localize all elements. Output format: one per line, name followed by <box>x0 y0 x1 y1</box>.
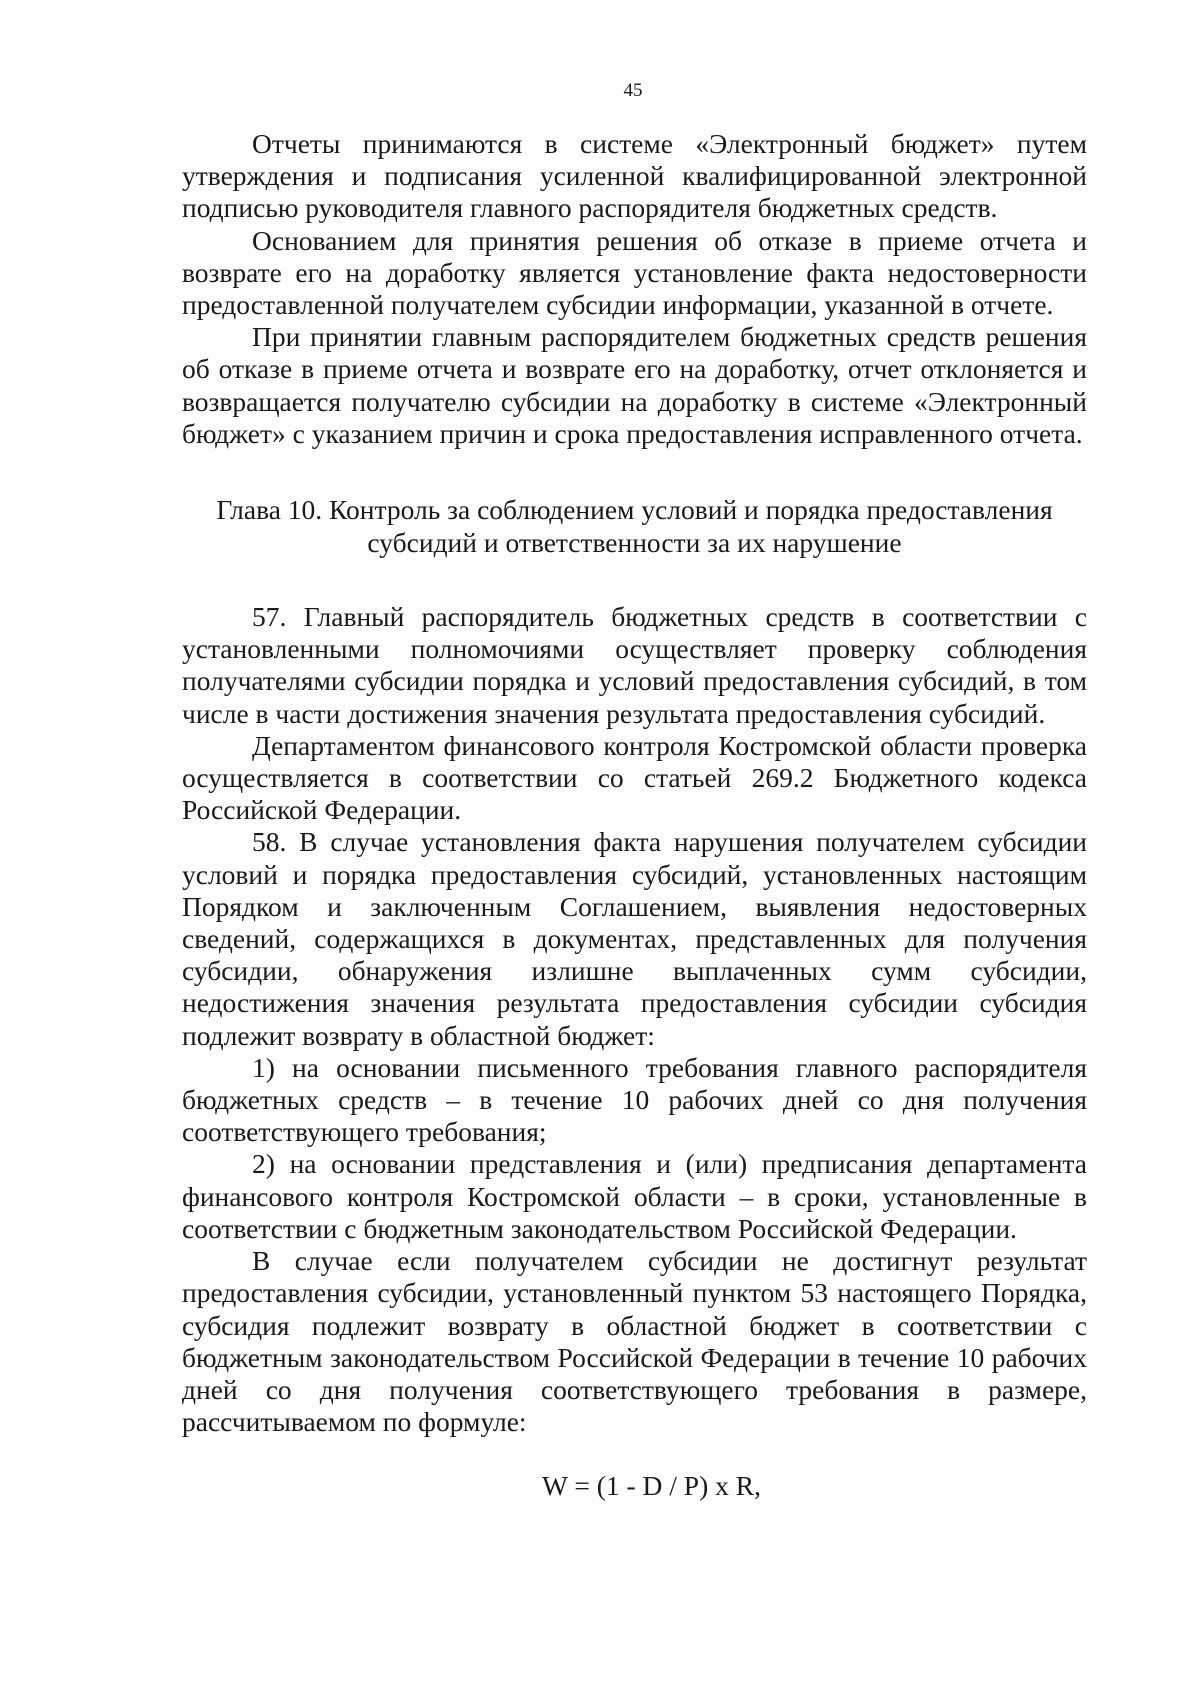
document-body <box>182 128 1087 1503</box>
chapter-heading-line-2: субсидий и ответственности за их нарушение <box>367 527 902 559</box>
paragraph-rejection-grounds: Основанием для принятия решения об отказе в приеме отчета и возврате его на доработку является установление факта недостоверности предоставленной получателем субсидии информации, указанной в отчете. <box>182 224 1087 321</box>
paragraph-57: 57. Главный распорядитель бюджетных средств в соответствии с установленными полномочиями осуществляет проверку соблюдения получателями субсидии порядка и условий предоставления субсидий, в том числе в части достижения значения результата предоставления субсидий. <box>182 601 1087 729</box>
paragraph-58-item-2: 2) на основании представления и (или) предписания департамента финансового контроля Костромской области – в сроки, установленные в соответствии с бюджетным законодательством Российской Федерации. <box>182 1148 1087 1244</box>
paragraph-report-returned: При принятии главным распорядителем бюджетных средств решения об отказе в приеме отчета и возврате его на доработку, отчет отклоняется и возвращается получателю субсидии на доработку в системе «Электронный бюджет» с указанием причин и срока предоставления исправленного отчета. <box>182 321 1087 449</box>
paragraph-result-not-achieved: В случае если получателем субсидии не достигнут результат предоставления субсидии, установленный пунктом 53 настоящего Порядка, субсидия подлежит возврату в областной бюджет в соответствии с бюджетным законодательством Российской Федерации в течение 10 рабочих дней со дня получения соответствующего требования в размере, рассчитываемом по формуле: <box>182 1245 1087 1438</box>
paragraph-58: 58. В случае установления факта нарушения получателем субсидии условий и порядка предоставления субсидий, установленных настоящим Порядком и заключенным Соглашением, выявления недостоверных сведений, содержащихся в документах, представленных для получения субсидии, обнаружения излишне выплаченных сумм субсидии, недостижения значения результата предоставления субсидии субсидия подлежит возврату в областной бюджет: <box>182 826 1087 1051</box>
paragraph-58-item-1: 1) на основании письменного требования главного распорядителя бюджетных средств – в течение 10 рабочих дней со дня получения соответствующего требования; <box>182 1051 1087 1148</box>
formula: W = (1 - D / P) x R, <box>542 1470 761 1502</box>
paragraph-reports-accepted: Отчеты принимаются в системе «Электронный бюджет» путем утверждения и подписания усиленной квалифицированной электронной подписью руководителя главного распорядителя бюджетных средств. <box>182 128 1087 224</box>
page-number: 45 <box>623 80 643 101</box>
chapter-heading-line-1: Глава 10. Контроль за соблюдением условий и порядка предоставления <box>216 494 1053 526</box>
chapter-heading <box>182 493 1087 559</box>
paragraph-financial-control: Департаментом финансового контроля Костромской области проверка осуществляется в соответствии со статьей 269.2 Бюджетного кодекса Российской Федерации. <box>182 729 1087 826</box>
